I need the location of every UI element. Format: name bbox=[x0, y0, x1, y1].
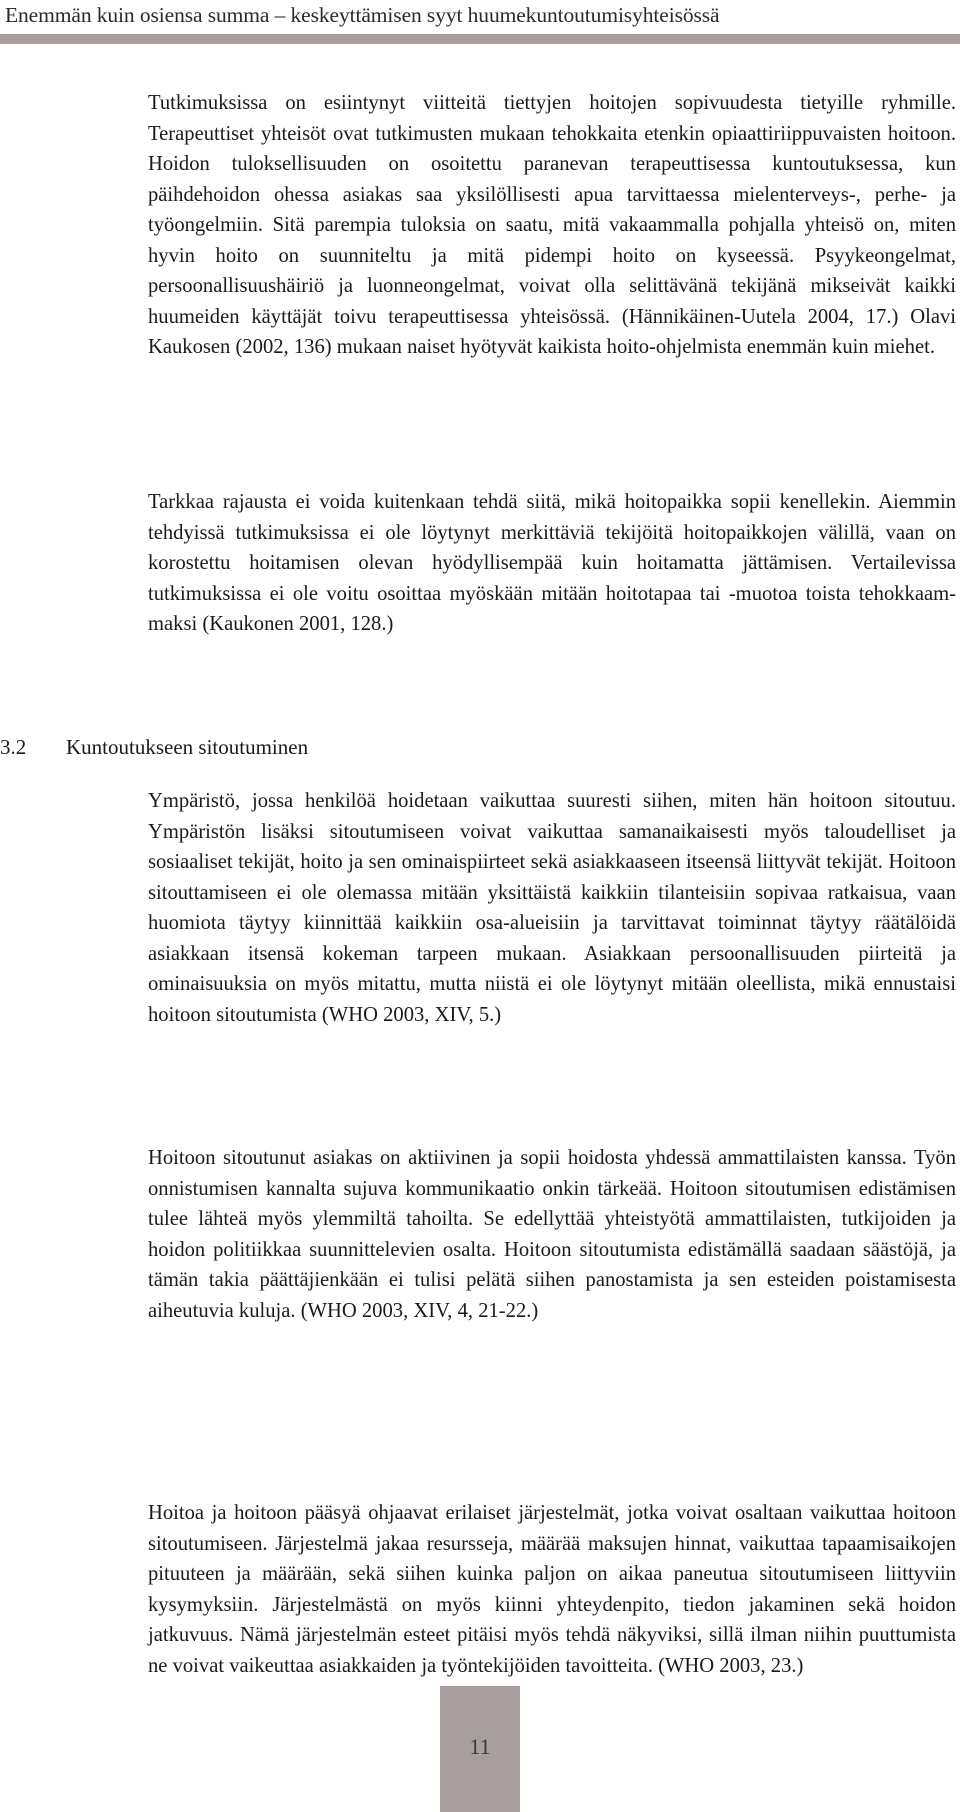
page-number: 11 bbox=[469, 1734, 491, 1759]
running-header bbox=[0, 0, 960, 46]
paragraph bbox=[148, 487, 956, 640]
section-heading bbox=[0, 732, 308, 762]
running-title: Enemmän kuin osiensa summa – keskeyttämisen syyt huumekuntoutumisyhteisössä bbox=[5, 3, 720, 27]
paragraph-text: Hoitoa ja hoitoon pääsyä ohjaavat erilaiset järjestelmät, jotka voivat osaltaan vaikuttaa hoitoon sitoutumiseen. Järjestelmä jakaa resursseja, määrää maksujen hinnat, vaikuttaa tapaamisaikojen pituuteen ja määrään, sekä siihen kuinka paljon on aikaa paneutua sitoutumiseen liittyviin kysymyksiin. Järjestelmästä on myös kiinni yhteydenpito, tiedon jakaminen sekä hoidon jatkuvuus. Nämä järjestelmän esteet pitäisi myös tehdä näkyviksi, sillä ilman niihin puuttumista ne voivat vaikeuttaa asiakkaiden ja työntekijöiden tavoitteita. (WHO 2003, 23.) bbox=[148, 1502, 956, 1677]
section-number: 3.2 bbox=[0, 735, 27, 759]
paragraph-text: Hoitoon sitoutunut asiakas on aktiivinen ja sopii hoidosta yhdessä ammattilaisten kanssa. Työn onnistumisen kannalta sujuva kommunikaatio onkin tärkeää. Hoitoon sitoutumisen edistämisen tulee lähteä myös ylemmiltä tahoilta. Se edellyttää yhteistyötä ammattilaisten, tutkijoiden ja hoidon politiikkaa suunnittelevien osalta. Hoitoon sitoutumista edistämällä saadaan säästöjä, ja tämän takia päättäjienkään ei tulisi pelätä siihen panostamista ja sen esteiden poistamisesta aiheutuvia kuluja. (WHO 2003, XIV, 4, 21-22.) bbox=[148, 1147, 956, 1322]
paragraph bbox=[148, 786, 956, 1030]
paragraph-text: Tutkimuksissa on esiintynyt viitteitä tiettyjen hoitojen sopivuudesta tietyille ryhmille. Terapeuttiset yhteisöt ovat tutkimusten mukaan tehokkaita etenkin opiaattiriippuvaisten hoitoon. Hoidon tuloksellisuuden on osoitettu paranevan terapeuttisessa kuntoutuksessa, kun päihdehoidon ohessa asiakas saa yksilöllisesti apua tarvittaessa mielenterveys-, perhe- ja työongelmiin. Sitä parempia tuloksia on saatu, mitä vakaammalla pohjalla yhteisö on, miten hyvin hoito on suunniteltu ja mitä pidempi hoito on kyseessä. Psyykeongelmat, persoonallisuushäiriö ja luonneongelmat, voivat olla selittävänä tekijänä mikseivät kaikki huumeiden käyttäjät toivu terapeuttisessa yhteisössä. (Hännikäinen-Uutela 2004, 17.) Olavi Kaukosen (2002, 136) mukaan naiset hyötyvät kaikista hoito-ohjelmista enemmän kuin miehet. bbox=[148, 92, 956, 358]
paragraph bbox=[148, 1498, 956, 1681]
paragraph bbox=[148, 88, 956, 363]
paragraph-text: Tarkkaa rajausta ei voida kuitenkaan tehdä siitä, mikä hoitopaikka sopii kenellekin. Aiemmin tehdyissä tutkimuksissa ei ole löytynyt merkittäviä tekijöitä hoitopaikkojen välillä, vaan on korostettu hoitamisen olevan hyödyllisempää kuin hoitamatta jättämisen. Vertailevissa tutkimuksissa ei ole voitu osoittaa myöskään mitään hoitotapaa tai -muotoa toista tehokkaammaksi (Kaukonen 2001, 128.) bbox=[148, 491, 956, 635]
paragraph bbox=[148, 1143, 956, 1326]
section-title: Kuntoutukseen sitoutuminen bbox=[66, 735, 309, 759]
paragraph-text: Ympäristö, jossa henkilöä hoidetaan vaikuttaa suuresti siihen, miten hän hoitoon sitoutuu. Ympäristön lisäksi sitoutumiseen voivat vaikuttaa samanaikaisesti myös taloudelliset ja sosiaaliset tekijät, hoito ja sen ominaispiirteet sekä asiakkaaseen itseensä liittyvät tekijät. Hoitoon sitouttamiseen ei ole olemassa mitään yksittäistä kaikkiin tilanteisiin sopivaa ratkaisua, vaan huomiota täytyy kiinnittää kaikkiin osa-alueisiin ja tarvittavat toiminnat täytyy räätälöidä asiakkaan itsensä kokeman tarpeen mukaan. Asiakkaan persoonallisuuden piirteitä ja ominaisuuksia on myös mitattu, mutta niistä ei ole löytynyt mitään oleellista, mikä ennustaisi hoitoon sitoutumista (WHO 2003, XIV, 5.) bbox=[148, 790, 956, 1026]
page-number-tab bbox=[440, 1686, 520, 1812]
header-rule bbox=[0, 34, 960, 44]
